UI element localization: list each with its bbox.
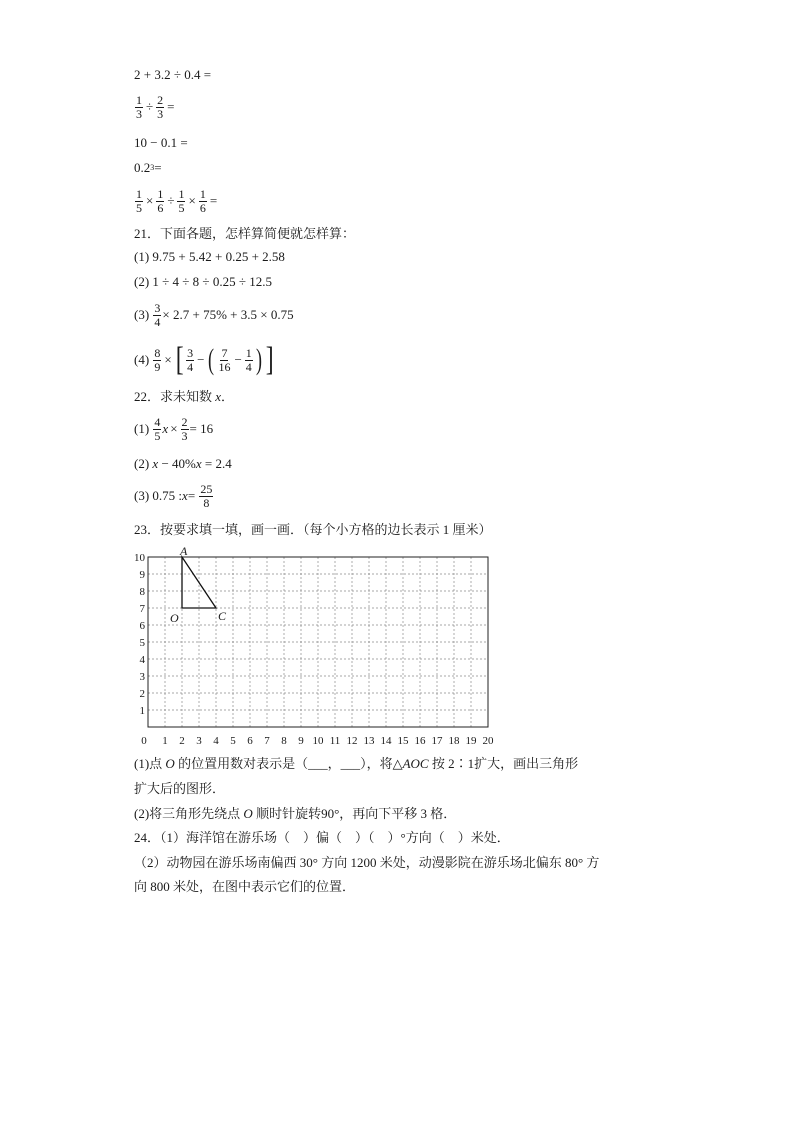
right-bracket: ] — [265, 341, 274, 378]
operator: − — [197, 352, 205, 367]
expression-text: − 40% — [158, 456, 196, 471]
fraction — [181, 416, 189, 443]
numerator: 1 — [136, 186, 142, 201]
calc-text: 10 − 0.1 = — [134, 135, 188, 150]
x-tick-label: 12 — [346, 735, 358, 747]
q23-part-2 — [134, 806, 456, 822]
text: 顺时针旋转90°，再向下平移 3 格． — [256, 806, 457, 821]
y-tick-label: 5 — [139, 637, 145, 649]
calc-base: 0.2 — [134, 160, 151, 175]
operator: × — [164, 352, 172, 367]
expression-text: × 2.7 + 75% + 3.5 × 0.75 — [162, 307, 294, 322]
y-tick-label: 7 — [139, 603, 145, 615]
part-label: (4) — [134, 352, 150, 367]
fraction — [199, 188, 207, 215]
x-tick-label: 15 — [397, 735, 409, 747]
fraction — [245, 347, 253, 374]
numerator: 4 — [154, 414, 161, 429]
fraction — [153, 302, 161, 329]
denominator: 4 — [187, 359, 194, 374]
triangle-shape — [182, 557, 216, 608]
q22-part-2 — [134, 456, 232, 472]
numerator: 1 — [245, 345, 252, 360]
x-tick-label: 4 — [213, 735, 219, 747]
numerator: 25 — [200, 481, 213, 496]
q23-heading: 23．按要求填一填，画一画．（每个小方格的边长表示 1 厘米） — [134, 522, 492, 537]
denominator: 8 — [203, 495, 210, 510]
x-tick-label: 1 — [162, 735, 168, 747]
calc-text: 2 + 3.2 ÷ 0.4 = — [134, 67, 212, 82]
y-tick-label: 10 — [134, 552, 145, 564]
y-tick-label: 6 — [139, 620, 145, 632]
point-o: O — [165, 756, 175, 771]
calc-equals: = — [154, 160, 162, 175]
variable-x: x — [152, 456, 159, 471]
q21-part-4 — [134, 340, 275, 380]
fraction — [199, 483, 213, 510]
operator: ÷ — [167, 193, 175, 208]
heading-end: ． — [221, 389, 235, 404]
denominator: 5 — [178, 200, 185, 215]
calc-line-4 — [134, 160, 162, 176]
fraction — [186, 347, 194, 374]
operator: × — [170, 421, 178, 436]
q23-part-1-line-2: 扩大后的图形． — [134, 781, 226, 796]
left-paren: ( — [208, 343, 215, 376]
denominator: 4 — [245, 359, 252, 374]
expression-text: = 16 — [189, 421, 214, 436]
part-label: (3) 0.75 : — [134, 488, 183, 503]
q21-heading: 21．下面各题，怎样算简便就怎样算： — [134, 226, 356, 241]
x-axis-ticks — [141, 735, 494, 747]
operator: ÷ — [146, 99, 154, 114]
x-tick-label: 3 — [196, 735, 202, 747]
numerator: 3 — [154, 300, 161, 315]
fraction — [156, 188, 164, 215]
q21-part-1: (1) 9.75 + 5.42 + 0.25 + 2.58 — [134, 249, 285, 264]
denominator: 3 — [136, 106, 142, 121]
numerator: 2 — [157, 92, 164, 107]
exponent: 3 — [150, 163, 155, 172]
calc-line-1 — [134, 67, 211, 83]
operator: × — [146, 193, 154, 208]
calc-line-2 — [134, 92, 176, 122]
fraction — [135, 188, 143, 215]
numerator: 1 — [136, 92, 142, 107]
denominator: 6 — [157, 200, 164, 215]
triangle-aoc — [182, 557, 216, 608]
q22-part-1 — [134, 414, 213, 444]
label-a: A — [180, 545, 188, 558]
text: (2)将三角形先绕点 — [134, 806, 241, 821]
variable-x: x — [182, 488, 188, 503]
q23-part-1-line-1 — [134, 756, 578, 772]
denominator: 3 — [157, 106, 164, 121]
calc-line-5 — [134, 186, 219, 216]
variable-x: x — [195, 456, 202, 471]
part-label: (2) — [134, 456, 150, 471]
numerator: 2 — [181, 414, 188, 429]
numerator: 8 — [154, 345, 161, 360]
text: 按 2∶1扩大，画出三角形 — [431, 756, 579, 771]
y-tick-label: 8 — [139, 586, 145, 598]
fraction — [177, 188, 185, 215]
text: (1)点 — [134, 756, 163, 771]
variable-x: x — [212, 389, 222, 404]
denominator: 6 — [199, 200, 206, 215]
right-paren: ) — [255, 343, 262, 376]
fraction — [217, 347, 231, 374]
equals-sign: = — [187, 488, 196, 503]
x-tick-label: 14 — [380, 735, 392, 747]
fraction — [135, 94, 143, 121]
point-o: O — [243, 806, 253, 821]
q24-line-3: 向 800 米处，在图中表示它们的位置． — [134, 879, 356, 894]
operator: − — [234, 352, 242, 367]
q21-part-2: (2) 1 ÷ 4 ÷ 8 ÷ 0.25 ÷ 12.5 — [134, 274, 272, 289]
coordinate-grid — [128, 545, 528, 750]
x-tick-label: 6 — [247, 735, 253, 747]
y-axis-ticks — [134, 552, 146, 717]
denominator: 3 — [181, 428, 188, 443]
denominator: 9 — [154, 359, 161, 374]
q24-line-2: （2）动物园在游乐场南偏西 30° 方向 1200 米处，动漫影院在游乐场北偏东 80° 方 — [134, 855, 600, 870]
numerator: 1 — [157, 186, 164, 201]
fraction — [153, 347, 161, 374]
part-label: (1) — [134, 421, 150, 436]
x-tick-label: 11 — [329, 735, 341, 747]
label-c: C — [218, 609, 227, 623]
part-label: (3) — [134, 307, 150, 322]
numerator: 1 — [199, 186, 206, 201]
x-tick-label: 5 — [230, 735, 236, 747]
x-tick-label: 0 — [141, 735, 147, 747]
fraction — [156, 94, 164, 121]
denominator: 16 — [218, 359, 231, 374]
q22-heading — [134, 389, 234, 405]
x-tick-label: 18 — [448, 735, 460, 747]
numerator: 3 — [187, 345, 194, 360]
x-tick-label: 13 — [363, 735, 375, 747]
heading-text: 22．求未知数 — [134, 389, 213, 404]
denominator: 4 — [154, 314, 161, 329]
equals-sign: = — [167, 99, 175, 114]
left-bracket: [ — [175, 341, 184, 378]
triangle-name: AOC — [402, 756, 429, 771]
denominator: 5 — [136, 200, 142, 215]
x-tick-label: 2 — [179, 735, 185, 747]
q22-part-3 — [134, 480, 214, 512]
y-tick-label: 1 — [139, 705, 145, 717]
q21-part-3 — [134, 300, 294, 330]
label-o: O — [170, 611, 179, 625]
operator: × — [188, 193, 196, 208]
y-tick-label: 4 — [139, 654, 145, 666]
x-tick-label: 17 — [431, 735, 443, 747]
numerator: 1 — [178, 186, 185, 201]
x-tick-label: 20 — [482, 735, 494, 747]
calc-line-3 — [134, 135, 188, 151]
y-tick-label: 2 — [139, 688, 145, 700]
x-tick-label: 7 — [264, 735, 270, 747]
x-tick-label: 10 — [312, 735, 324, 747]
numerator: 7 — [221, 345, 228, 360]
expression-text: = 2.4 — [201, 456, 232, 471]
denominator: 5 — [154, 428, 161, 443]
text: 的位置用数对表示是（___，___），将△ — [178, 756, 403, 771]
fraction — [153, 416, 161, 443]
q24-line-1: 24．（1）海洋馆在游乐场（ ）偏（ ）（ ）°方向（ ）米处． — [134, 830, 510, 845]
x-tick-label: 19 — [465, 735, 477, 747]
y-tick-label: 9 — [139, 569, 145, 581]
x-tick-label: 16 — [414, 735, 426, 747]
x-tick-label: 8 — [281, 735, 287, 747]
equals-sign: = — [209, 193, 218, 208]
y-tick-label: 3 — [139, 671, 145, 683]
x-tick-label: 9 — [298, 735, 304, 747]
variable-x: x — [162, 421, 169, 436]
